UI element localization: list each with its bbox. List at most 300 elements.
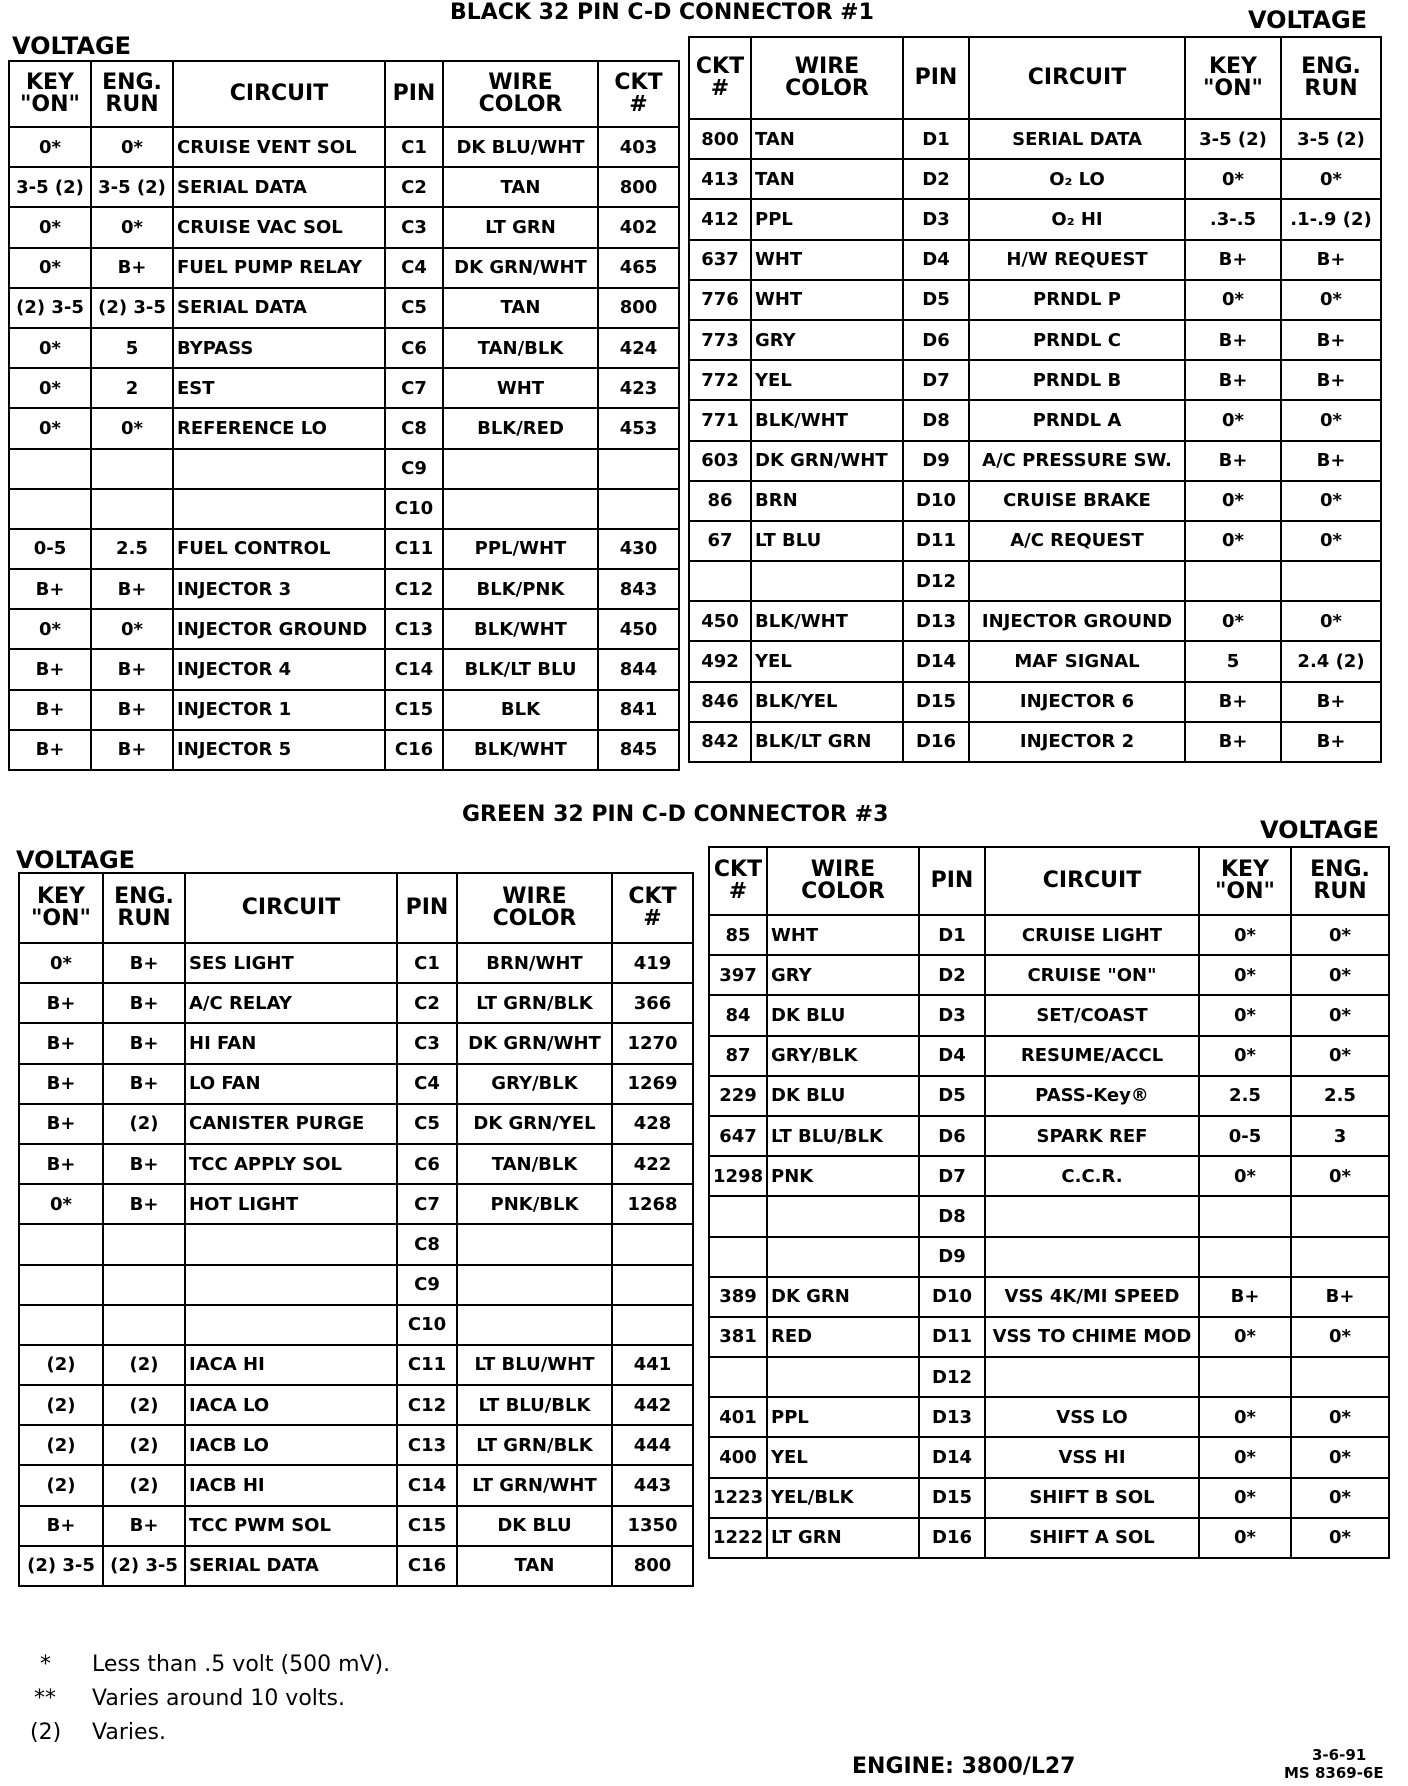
cell-circuit: O₂ HI — [969, 199, 1185, 239]
cell-pin: C10 — [397, 1305, 457, 1345]
cell-key-on — [1199, 1357, 1291, 1397]
cell-key-on — [9, 489, 91, 529]
cell-ckt-num: 776 — [689, 280, 751, 320]
cell-ckt-num: 402 — [598, 207, 679, 247]
cell-wire-color: BLK — [443, 690, 598, 730]
cell-ckt-num: 441 — [612, 1345, 693, 1385]
connector1-right-table — [688, 36, 1382, 763]
cell-pin: D13 — [919, 1397, 985, 1437]
cell-eng-run — [1291, 1196, 1389, 1236]
cell-eng-run: 0* — [1291, 1036, 1389, 1076]
cell-circuit: SHIFT A SOL — [985, 1518, 1199, 1558]
table-row — [9, 569, 679, 609]
cell-key-on: (2) 3-5 — [19, 1546, 103, 1586]
cell-wire-color: TAN — [751, 159, 903, 199]
cell-key-on: 0* — [19, 943, 103, 983]
column-header-circuit: CIRCUIT — [985, 847, 1199, 915]
cell-ckt-num: 412 — [689, 199, 751, 239]
cell-key-on: B+ — [1185, 320, 1281, 360]
table-row — [9, 449, 679, 489]
connector1-voltage-label-right: VOLTAGE — [1248, 6, 1368, 34]
cell-circuit: HOT LIGHT — [185, 1184, 397, 1224]
cell-wire-color: DK GRN/WHT — [443, 248, 598, 288]
cell-circuit: REFERENCE LO — [173, 408, 385, 448]
cell-circuit: IACA HI — [185, 1345, 397, 1385]
cell-circuit: PRNDL P — [969, 280, 1185, 320]
cell-eng-run: B+ — [1281, 722, 1381, 762]
table-row — [9, 529, 679, 569]
cell-circuit: INJECTOR 4 — [173, 649, 385, 689]
cell-pin: D4 — [919, 1036, 985, 1076]
cell-circuit — [185, 1265, 397, 1305]
table-row — [689, 119, 1381, 159]
connector1-voltage-label-left: VOLTAGE — [12, 32, 132, 60]
cell-ckt-num — [709, 1196, 767, 1236]
cell-ckt-num: 413 — [689, 159, 751, 199]
cell-key-on: 2.5 — [1199, 1076, 1291, 1116]
cell-eng-run: 0* — [1281, 521, 1381, 561]
cell-ckt-num: 800 — [689, 119, 751, 159]
cell-pin: D9 — [919, 1237, 985, 1277]
cell-pin: C7 — [385, 368, 443, 408]
cell-circuit — [185, 1305, 397, 1345]
cell-wire-color: GRY/BLK — [457, 1064, 612, 1104]
cell-key-on: 3-5 (2) — [9, 167, 91, 207]
cell-eng-run: (2) 3-5 — [103, 1546, 185, 1586]
table-row — [689, 320, 1381, 360]
cell-pin: C14 — [385, 649, 443, 689]
cell-key-on: 0* — [1199, 1518, 1291, 1558]
cell-circuit: FUEL PUMP RELAY — [173, 248, 385, 288]
cell-ckt-num: 430 — [598, 529, 679, 569]
cell-pin: D3 — [919, 995, 985, 1035]
cell-pin: C8 — [397, 1224, 457, 1264]
cell-wire-color: DK GRN — [767, 1277, 919, 1317]
cell-circuit: CRUISE "ON" — [985, 955, 1199, 995]
cell-key-on: 0* — [9, 248, 91, 288]
column-header-eng-run: ENG. RUN — [1281, 37, 1381, 119]
cell-ckt-num: 1269 — [612, 1064, 693, 1104]
cell-wire-color: TAN/BLK — [457, 1144, 612, 1184]
table-row — [19, 1224, 693, 1264]
cell-key-on: 5 — [1185, 641, 1281, 681]
cell-pin: D6 — [919, 1116, 985, 1156]
cell-eng-run: B+ — [103, 1023, 185, 1063]
cell-circuit — [985, 1357, 1199, 1397]
cell-key-on: 0* — [1199, 1437, 1291, 1477]
cell-eng-run: 0* — [1281, 481, 1381, 521]
cell-wire-color: LT BLU — [751, 521, 903, 561]
cell-ckt-num — [689, 561, 751, 601]
cell-wire-color: DK GRN/YEL — [457, 1104, 612, 1144]
table-row — [709, 1237, 1389, 1277]
table-row — [709, 1317, 1389, 1357]
cell-key-on: 0* — [9, 609, 91, 649]
cell-pin: D14 — [919, 1437, 985, 1477]
cell-key-on: B+ — [19, 1023, 103, 1063]
cell-pin: D15 — [903, 682, 969, 722]
cell-wire-color: GRY — [767, 955, 919, 995]
connector1-title: BLACK 32 PIN C-D CONNECTOR #1 — [450, 0, 874, 25]
cell-key-on: B+ — [9, 649, 91, 689]
table-row — [9, 368, 679, 408]
table-row — [709, 1277, 1389, 1317]
cell-pin: C12 — [397, 1385, 457, 1425]
cell-ckt-num: 843 — [598, 569, 679, 609]
cell-eng-run — [1291, 1357, 1389, 1397]
cell-eng-run: 0* — [1281, 601, 1381, 641]
cell-pin: D7 — [919, 1156, 985, 1196]
note-text: Less than .5 volt (500 mV). — [92, 1652, 391, 1677]
table-row — [9, 489, 679, 529]
table-row — [709, 1076, 1389, 1116]
cell-pin: D5 — [919, 1076, 985, 1116]
table-row — [19, 983, 693, 1023]
cell-circuit: VSS HI — [985, 1437, 1199, 1477]
cell-wire-color — [443, 449, 598, 489]
cell-wire-color — [767, 1357, 919, 1397]
cell-pin: D15 — [919, 1478, 985, 1518]
cell-eng-run: 0* — [1291, 1397, 1389, 1437]
table-row — [689, 240, 1381, 280]
cell-pin: C3 — [397, 1023, 457, 1063]
header-row — [689, 37, 1381, 119]
cell-circuit: VSS 4K/MI SPEED — [985, 1277, 1199, 1317]
table-row — [709, 955, 1389, 995]
cell-eng-run: 0* — [91, 127, 173, 167]
column-header-wire-color: WIRE COLOR — [443, 61, 598, 127]
cell-wire-color: BRN — [751, 481, 903, 521]
cell-wire-color: YEL — [767, 1437, 919, 1477]
cell-ckt-num: 424 — [598, 328, 679, 368]
cell-wire-color: DK BLU/WHT — [443, 127, 598, 167]
table-row — [709, 1437, 1389, 1477]
table-row — [19, 1265, 693, 1305]
cell-pin: C5 — [397, 1104, 457, 1144]
cell-eng-run: 0* — [91, 408, 173, 448]
cell-wire-color: BLK/PNK — [443, 569, 598, 609]
header-row — [9, 61, 679, 127]
cell-pin: C1 — [397, 943, 457, 983]
cell-key-on: 0* — [9, 127, 91, 167]
cell-key-on: 0* — [1199, 1397, 1291, 1437]
cell-pin: C2 — [397, 983, 457, 1023]
cell-eng-run: 0* — [1281, 400, 1381, 440]
cell-circuit: SPARK REF — [985, 1116, 1199, 1156]
table-row — [19, 1385, 693, 1425]
column-header-circuit: CIRCUIT — [969, 37, 1185, 119]
cell-wire-color: PNK/BLK — [457, 1184, 612, 1224]
cell-pin: D6 — [903, 320, 969, 360]
cell-ckt-num: 845 — [598, 730, 679, 770]
cell-ckt-num: 428 — [612, 1104, 693, 1144]
cell-wire-color: BRN/WHT — [457, 943, 612, 983]
cell-ckt-num: 381 — [709, 1317, 767, 1357]
cell-key-on: B+ — [9, 690, 91, 730]
cell-key-on: .3-.5 — [1185, 199, 1281, 239]
cell-eng-run: 2 — [91, 368, 173, 408]
cell-ckt-num: 800 — [598, 288, 679, 328]
cell-ckt-num: 85 — [709, 915, 767, 955]
cell-pin: D1 — [919, 915, 985, 955]
table-row — [9, 328, 679, 368]
cell-circuit: INJECTOR 1 — [173, 690, 385, 730]
cell-circuit: INJECTOR 6 — [969, 682, 1185, 722]
cell-ckt-num: 401 — [709, 1397, 767, 1437]
cell-wire-color: TAN — [751, 119, 903, 159]
table-row — [19, 943, 693, 983]
cell-ckt-num: 603 — [689, 441, 751, 481]
cell-key-on: 0* — [1199, 915, 1291, 955]
cell-wire-color: LT BLU/WHT — [457, 1345, 612, 1385]
cell-eng-run: B+ — [1291, 1277, 1389, 1317]
cell-circuit: TCC PWM SOL — [185, 1506, 397, 1546]
cell-eng-run: 0* — [1291, 1518, 1389, 1558]
cell-wire-color: GRY/BLK — [767, 1036, 919, 1076]
table-row — [19, 1425, 693, 1465]
table-row — [689, 521, 1381, 561]
cell-circuit: SES LIGHT — [185, 943, 397, 983]
cell-ckt-num: 1270 — [612, 1023, 693, 1063]
cell-pin: D4 — [903, 240, 969, 280]
cell-key-on: 0-5 — [9, 529, 91, 569]
cell-ckt-num: 1268 — [612, 1184, 693, 1224]
cell-pin: C4 — [397, 1064, 457, 1104]
cell-pin: D8 — [919, 1196, 985, 1236]
cell-wire-color: RED — [767, 1317, 919, 1357]
cell-ckt-num: 400 — [709, 1437, 767, 1477]
table-row — [709, 1397, 1389, 1437]
cell-key-on: (2) — [19, 1425, 103, 1465]
cell-eng-run: 0* — [1291, 915, 1389, 955]
cell-pin: C4 — [385, 248, 443, 288]
cell-eng-run — [1281, 561, 1381, 601]
cell-pin: C7 — [397, 1184, 457, 1224]
table-row — [19, 1506, 693, 1546]
table-row — [689, 682, 1381, 722]
table-row — [9, 127, 679, 167]
cell-circuit: VSS LO — [985, 1397, 1199, 1437]
cell-pin: C14 — [397, 1465, 457, 1505]
column-header-circuit: CIRCUIT — [185, 873, 397, 943]
connector3-left-table — [18, 872, 694, 1587]
cell-pin: C6 — [385, 328, 443, 368]
cell-pin: C16 — [397, 1546, 457, 1586]
cell-eng-run: B+ — [91, 690, 173, 730]
header-row — [19, 873, 693, 943]
table-row — [19, 1184, 693, 1224]
cell-eng-run: 0* — [1281, 280, 1381, 320]
cell-wire-color: LT GRN/WHT — [457, 1465, 612, 1505]
cell-ckt-num: 844 — [598, 649, 679, 689]
cell-eng-run: 3-5 (2) — [1281, 119, 1381, 159]
column-header-key-on: KEY "ON" — [19, 873, 103, 943]
cell-key-on: B+ — [1185, 722, 1281, 762]
cell-eng-run: B+ — [103, 1184, 185, 1224]
cell-wire-color: LT BLU/BLK — [457, 1385, 612, 1425]
cell-wire-color: LT GRN/BLK — [457, 983, 612, 1023]
cell-key-on: 0* — [1199, 955, 1291, 995]
cell-key-on: B+ — [19, 983, 103, 1023]
cell-key-on: B+ — [1185, 240, 1281, 280]
cell-pin: C13 — [385, 609, 443, 649]
cell-ckt-num: 444 — [612, 1425, 693, 1465]
cell-wire-color: BLK/LT GRN — [751, 722, 903, 762]
cell-wire-color: DK BLU — [457, 1506, 612, 1546]
cell-circuit: PASS-Key® — [985, 1076, 1199, 1116]
cell-eng-run: 2.4 (2) — [1281, 641, 1381, 681]
cell-circuit: SERIAL DATA — [969, 119, 1185, 159]
cell-wire-color: WHT — [767, 915, 919, 955]
table-row — [689, 481, 1381, 521]
column-header-eng-run: ENG. RUN — [1291, 847, 1389, 915]
cell-ckt-num — [612, 1265, 693, 1305]
cell-ckt-num: 647 — [709, 1116, 767, 1156]
cell-ckt-num: 637 — [689, 240, 751, 280]
cell-ckt-num: 1298 — [709, 1156, 767, 1196]
cell-key-on: B+ — [9, 730, 91, 770]
column-header-wire-color: WIRE COLOR — [767, 847, 919, 915]
column-header-ckt-num: CKT # — [612, 873, 693, 943]
cell-key-on: (2) — [19, 1385, 103, 1425]
table-row — [689, 601, 1381, 641]
cell-ckt-num: 423 — [598, 368, 679, 408]
table-row — [9, 207, 679, 247]
cell-circuit: PRNDL A — [969, 400, 1185, 440]
cell-circuit: TCC APPLY SOL — [185, 1144, 397, 1184]
cell-eng-run — [103, 1265, 185, 1305]
cell-eng-run: (2) — [103, 1425, 185, 1465]
table-row — [19, 1305, 693, 1345]
cell-ckt-num: 771 — [689, 400, 751, 440]
cell-wire-color: DK BLU — [767, 995, 919, 1035]
cell-pin: D2 — [903, 159, 969, 199]
cell-key-on: 0* — [19, 1184, 103, 1224]
cell-circuit: LO FAN — [185, 1064, 397, 1104]
cell-key-on: 0-5 — [1199, 1116, 1291, 1156]
column-header-pin: PIN — [919, 847, 985, 915]
cell-circuit: H/W REQUEST — [969, 240, 1185, 280]
cell-pin: D5 — [903, 280, 969, 320]
cell-circuit: BYPASS — [173, 328, 385, 368]
note-text: Varies. — [92, 1720, 166, 1745]
table-row — [709, 1156, 1389, 1196]
cell-key-on: B+ — [19, 1104, 103, 1144]
cell-eng-run: (2) — [103, 1345, 185, 1385]
cell-circuit: O₂ LO — [969, 159, 1185, 199]
table-row — [9, 649, 679, 689]
cell-eng-run: B+ — [1281, 441, 1381, 481]
cell-ckt-num: 442 — [612, 1385, 693, 1425]
cell-ckt-num: 84 — [709, 995, 767, 1035]
table-row — [689, 441, 1381, 481]
cell-key-on — [19, 1224, 103, 1264]
cell-eng-run: B+ — [1281, 320, 1381, 360]
cell-key-on: 0* — [9, 328, 91, 368]
cell-pin: C12 — [385, 569, 443, 609]
cell-wire-color: TAN — [443, 167, 598, 207]
cell-circuit: CANISTER PURGE — [185, 1104, 397, 1144]
table-row — [689, 199, 1381, 239]
cell-circuit: SHIFT B SOL — [985, 1478, 1199, 1518]
cell-key-on: (2) — [19, 1465, 103, 1505]
cell-key-on: B+ — [9, 569, 91, 609]
cell-ckt-num: 366 — [612, 983, 693, 1023]
cell-wire-color: TAN — [443, 288, 598, 328]
cell-key-on: B+ — [1185, 360, 1281, 400]
table-row — [19, 1546, 693, 1586]
cell-pin: D8 — [903, 400, 969, 440]
cell-wire-color: BLK/WHT — [443, 730, 598, 770]
cell-pin: D11 — [903, 521, 969, 561]
cell-circuit: A/C RELAY — [185, 983, 397, 1023]
cell-eng-run: 0* — [1291, 1437, 1389, 1477]
column-header-key-on: KEY "ON" — [1185, 37, 1281, 119]
cell-wire-color: BLK/LT BLU — [443, 649, 598, 689]
cell-ckt-num: 800 — [598, 167, 679, 207]
cell-key-on: B+ — [1199, 1277, 1291, 1317]
cell-key-on: 0* — [1185, 400, 1281, 440]
cell-pin: C8 — [385, 408, 443, 448]
cell-wire-color: TAN — [457, 1546, 612, 1586]
cell-eng-run: 0* — [91, 609, 173, 649]
cell-eng-run: (2) — [103, 1465, 185, 1505]
cell-wire-color: YEL/BLK — [767, 1478, 919, 1518]
cell-circuit: SERIAL DATA — [185, 1546, 397, 1586]
cell-wire-color: PPL/WHT — [443, 529, 598, 569]
connector3-voltage-label-left: VOLTAGE — [16, 846, 136, 874]
cell-ckt-num — [709, 1357, 767, 1397]
cell-key-on: 3-5 (2) — [1185, 119, 1281, 159]
cell-wire-color: YEL — [751, 360, 903, 400]
cell-key-on: 0* — [1199, 1317, 1291, 1357]
cell-key-on: 0* — [1185, 521, 1281, 561]
table-row — [9, 248, 679, 288]
cell-pin: D11 — [919, 1317, 985, 1357]
cell-eng-run: B+ — [103, 1144, 185, 1184]
cell-pin: D1 — [903, 119, 969, 159]
cell-wire-color — [457, 1305, 612, 1345]
cell-wire-color: WHT — [443, 368, 598, 408]
cell-eng-run: B+ — [103, 943, 185, 983]
table-row — [9, 167, 679, 207]
cell-circuit: MAF SIGNAL — [969, 641, 1185, 681]
cell-eng-run: B+ — [103, 983, 185, 1023]
cell-wire-color: WHT — [751, 240, 903, 280]
cell-circuit: SET/COAST — [985, 995, 1199, 1035]
cell-key-on: (2) — [19, 1345, 103, 1385]
cell-ckt-num: 397 — [709, 955, 767, 995]
cell-key-on — [19, 1305, 103, 1345]
cell-circuit — [985, 1237, 1199, 1277]
cell-eng-run: (2) 3-5 — [91, 288, 173, 328]
cell-circuit: FUEL CONTROL — [173, 529, 385, 569]
cell-ckt-num — [612, 1305, 693, 1345]
cell-ckt-num — [612, 1224, 693, 1264]
cell-circuit — [173, 449, 385, 489]
cell-wire-color: GRY — [751, 320, 903, 360]
cell-ckt-num: 229 — [709, 1076, 767, 1116]
cell-ckt-num: 389 — [709, 1277, 767, 1317]
connector3-right-table — [708, 846, 1390, 1559]
cell-pin: C13 — [397, 1425, 457, 1465]
table-row — [709, 995, 1389, 1035]
cell-key-on: B+ — [19, 1144, 103, 1184]
table-row — [19, 1465, 693, 1505]
cell-eng-run — [91, 489, 173, 529]
connector1-left-table — [8, 60, 680, 771]
cell-ckt-num: 1223 — [709, 1478, 767, 1518]
